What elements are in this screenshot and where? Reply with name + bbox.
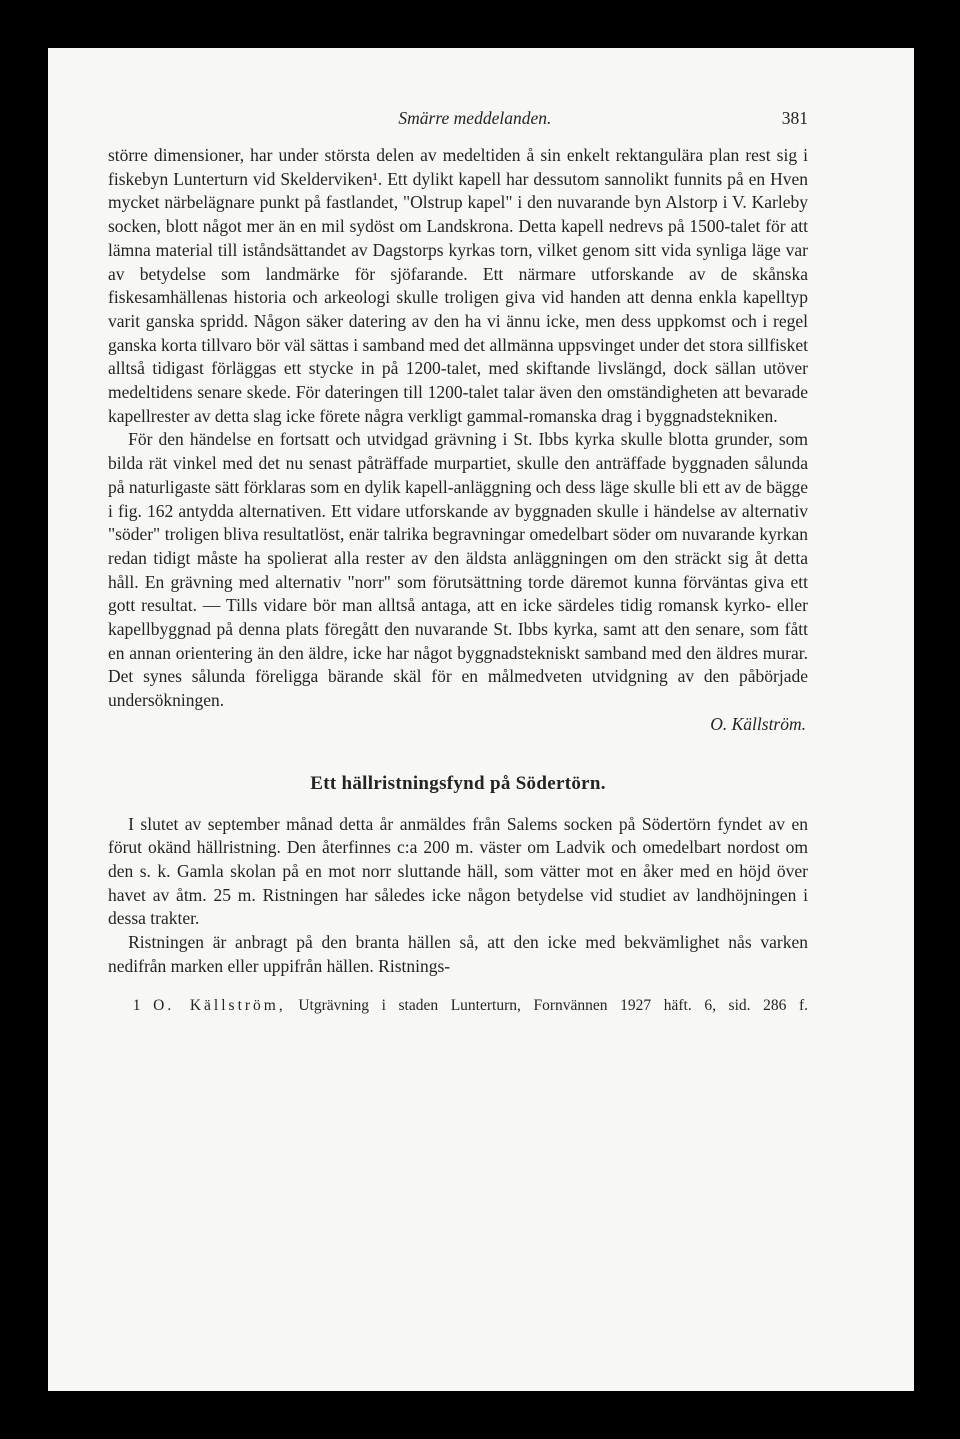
- footnote-text-block: [108, 995, 808, 1016]
- article2-heading: Ett hällristningsfynd på Södertörn.: [310, 772, 606, 794]
- article2-paragraph-1: I slutet av september månad detta år anmäldes från Salems socken på Södertörn fyndet av en förut okänd hällristning. Den återfinnes c:a 200 m. väster om Ladvik och omedelbart nordost om den s. k. Gamla skolan på en mot norr sluttande häll, som vätter mot en åker med en höjd över havet av åtm. 25 m. Ristningen har således icke någon betydelse vid studiet av landhöjningen i dessa trakter.: [108, 813, 808, 929]
- page-content: [108, 108, 808, 1016]
- article1-paragraph-2: För den händelse en fortsatt och utvidgad grävning i St. Ibbs kyrka skulle blotta grunder, som bilda rät vinkel med det nu senast påträffade murpartiet, skulle den anträffade byggnaden sålunda på naturligaste sätt förklaras som en dylik kapell-anläggning och dess läge skulle bli ett av de bägge i fig. 162 antydda alternativen. Ett vidare utforskande av byggnaden skulle i händelse av alternativ "söder" troligen bliva resultatlöst, enär talrika begravningar omedelbart söder om nuvarande kyrkan redan tidigt måste ha spolierat alla rester av den äldsta anläggningen om den sträckt sig åt detta håll. En grävning med alternativ "norr" som förutsättning torde däremot kunna förväntas giva ett gott resultat. — Tills vidare bör man alltså antaga, att en icke särdeles tidig romansk kyrko- eller kapellbyggnad på denna plats föregått den nuvarande St. Ibbs kyrka, samt att den senare, som fått en annan orientering än den äldre, icke har något byggnadstekniskt samband med den äldres murar. Det synes sålunda föreligga bärande skäl för en målmedveten utvidgning av den påbörjade undersökningen.: [108, 429, 808, 711]
- footnote-marker: 1: [132, 996, 141, 1014]
- footnote: [108, 995, 808, 1016]
- author-signature: O. Källström.: [710, 713, 806, 734]
- page-header: [108, 108, 808, 134]
- page-number: 381: [781, 108, 808, 128]
- article1-paragraph-1: större dimensioner, har under största delen av medeltiden å sin enkelt rektangulära plan rest sig i fiskebyn Lunterturn vid Skelderviken¹. Ett dylikt kapell har dessutom sannolikt funnits på en Hven mycket närbelägnare punkt på fastlandet, "Olstrup kapel" i den nuvarande byn Alstorp i V. Karleby socken, blott något mer än en mil sydöst om Landskrona. Detta kapell nedrevs på 1500-talet för att lämna material till iståndsättandet av Dagstorps kyrkas torn, vilket genom sitt vida synliga läge var av betydelse som landmärke för sjöfarande. Ett närmare utforskande av de skånska fiskesamhällenas historia och arkeologi skulle troligen giva vid handen att denna enkla kapelltyp varit ganska spridd. Någon säker datering av den ha vi ännu icke, men dess uppkomst och i regel ganska korta tillvaro bör väl sättas i samband med det allmänna uppsvinget under det stora sillfisket alltså tidigast förläggas ett stycke in på 1200-talet, med skiftande livslängd, dock sällan utöver medeltidens senare skede. För dateringen till 1200-talet talar även den omständigheten att bevarade kapellrester av detta slag icke förete några verkligt gammal-romanska drag i byggnadstekniken.: [108, 145, 808, 426]
- footnote-author: O. Källström,: [153, 996, 286, 1014]
- article2-paragraph-2: Ristningen är anbragt på den branta hällen så, att den icke med bekvämlighet nås varken nedifrån marken eller uppifrån hällen. Ristnings-: [108, 932, 808, 976]
- footnote-text: Utgrävning i staden Lunterturn, Fornvännen 1927 häft. 6, sid. 286 f.: [298, 996, 809, 1014]
- document-page: [48, 48, 914, 1391]
- running-title: Smärre meddelanden.: [398, 108, 552, 128]
